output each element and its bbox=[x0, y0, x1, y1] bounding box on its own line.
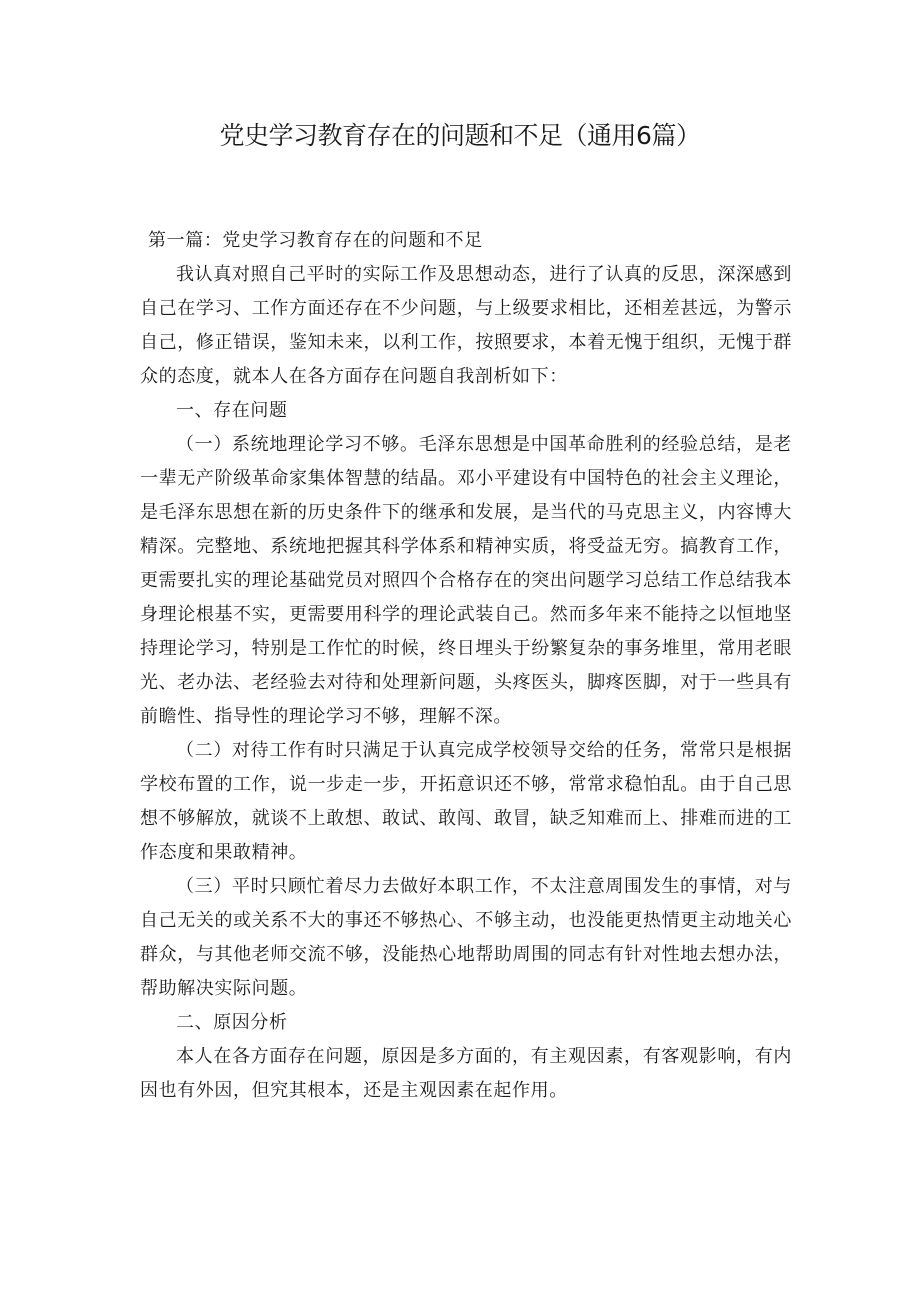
heading-existing-problems: 一、存在问题 bbox=[176, 400, 288, 421]
heading-cause-analysis: 二、原因分析 bbox=[176, 1012, 288, 1033]
problem-paragraph-2: （二）对待工作有时只满足于认真完成学校领导交给的任务，常常只是根据学校布置的工作，说一步走一步，开拓意识还不够，常常求稳怕乱。由于自己思想不够解放，就谈不上敢想、敢试、敢闯、敢冒，缺乏知难而上、排难而进的工作态度和果敢精神。 bbox=[140, 740, 792, 863]
cause-paragraph: 本人在各方面存在问题，原因是多方面的，有主观因素，有客观影响，有内因也有外因，但究其根本，还是主观因素在起作用。 bbox=[140, 1046, 792, 1101]
problem-paragraph-1: （一）系统地理论学习不够。毛泽东思想是中国革命胜利的经验总结，是老一辈无产阶级革命家集体智慧的结晶。邓小平建设有中国特色的社会主义理论，是毛泽东思想在新的历史条件下的继承和发展，是当代的马克思主义，内容博大精深。完整地、系统地把握其科学体系和精神实质，将受益无穷。搞教育工作，更需要扎实的理论基础党员对照四个合格存在的突出问题学习总结工作总结我本身理论根基不实，更需要用科学的理论武装自己。然而多年来不能持之以恒地坚持理论学习，特别是工作忙的时候，终日埋头于纷繁复杂的事务堆里，常用老眼光、老办法、老经验去对待和处理新问题，头疼医头，脚疼医脚，对于一些具有前瞻性、指导性的理论学习不够，理解不深。 bbox=[140, 434, 792, 727]
section-heading: 第一篇：党史学习教育存在的问题和不足 bbox=[148, 230, 483, 251]
intro-paragraph: 我认真对照自己平时的实际工作及思想动态，进行了认真的反思，深深感到自己在学习、工作方面还存在不少问题，与上级要求相比，还相差甚远，为警示自己，修正错误，鉴知未来，以利工作，按照要求，本着无愧于组织，无愧于群众的态度，就本人在各方面存在问题自我剖析如下： bbox=[140, 264, 792, 387]
document-body bbox=[140, 224, 792, 1108]
problem-paragraph-3: （三）平时只顾忙着尽力去做好本职工作，不太注意周围发生的事情，对与自己无关的或关系不大的事还不够热心、不够主动，也没能更热情更主动地关心群众，与其他老师交流不够，没能热心地帮助周围的同志有针对性地去想办法，帮助解决实际问题。 bbox=[140, 876, 792, 999]
document-title: 党史学习教育存在的问题和不足（通用6篇） bbox=[219, 121, 701, 150]
